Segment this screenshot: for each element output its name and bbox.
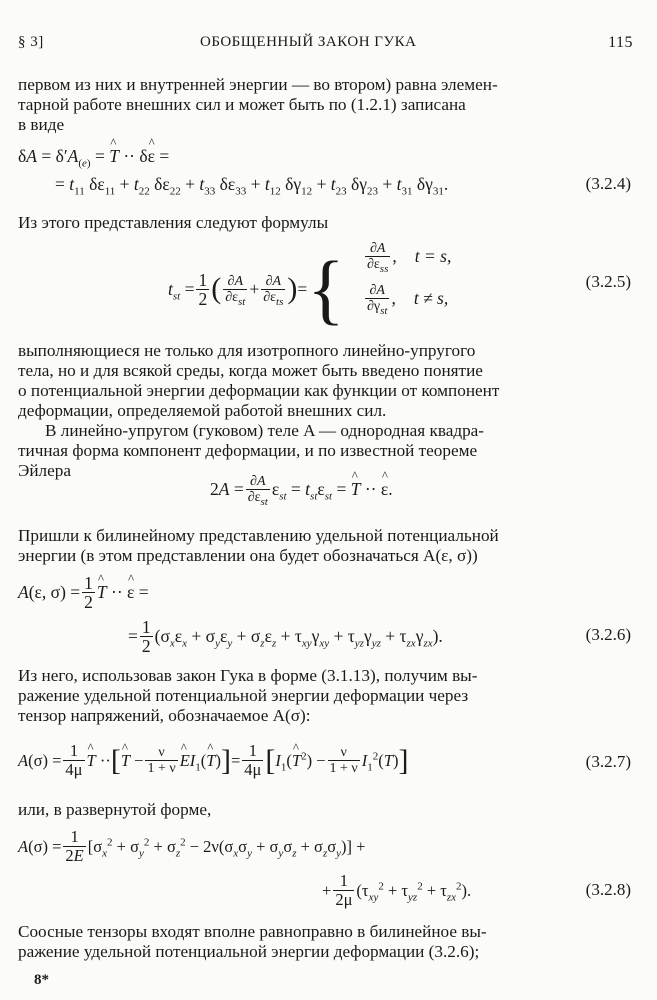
equation-3-2-5: $t_{st}$ = $\frac{1}{2}$ ( $\frac{\partial A}{\partial\varepsilon_{st}}$ + $\frac{\partial A}{\partial\varepsilon_{ts}}$ ) = { <box>168 245 345 332</box>
text-line: о потенциальной энергии деформации как функции от компонент <box>18 381 500 400</box>
section-marker: § 3] <box>18 34 44 50</box>
text-line: тензор напряжений, обозначаемое A(σ): <box>18 706 311 725</box>
case-condition: t = s, <box>414 246 452 266</box>
equation-3-2-7: A(σ) = $\frac{1}{4\mu}$ ^ T ·· [ ^ T − $\frac{\nu}{1 + \nu}$ ^ $EI_1(\^{}$ T) ] = $\frac{1}{4\mu}$ [ $I_1(\^{}$ $T^2$) − $\frac{\nu}{1 + \nu}$ $I_1^2(T)$ ] <box>18 742 408 779</box>
text-line: Из него, использовав закон Гука в форме (3.1.13), получим вы- <box>18 666 478 685</box>
equation-3-2-4-line1: $\delta A = \delta'A_{(e)}$ = ^ T ·· δ^ ε = <box>18 146 169 167</box>
equation-number: (3.2.6) <box>585 625 631 644</box>
text-line: Из этого представления следуют формулы <box>18 213 329 232</box>
text-line: тарной работе внешних сил и может быть по (1.2.1) записана <box>18 95 466 114</box>
page-number: 115 <box>608 34 633 51</box>
equation-3-2-4-line2: = $t_{11}$ $\delta\varepsilon_{11} + t_{22}$ $\delta\varepsilon_{22} + t_{33}$ $\delta\varepsilon_{33} + t_{12}$ $\delta\gamma_{12} + t_{23}$ $\delta\gamma_{23} + t_{31}$ $\delta\gamma_{31}$. <box>55 174 449 198</box>
equation-3-2-8-line2: + $\frac{1}{2\mu}$ $(\tau_{xy}^2 + \tau_{yz}^2 + \tau_{zx}^2)$. <box>322 871 472 909</box>
case-condition: t ≠ s, <box>413 288 449 308</box>
text-line: Эйлера <box>18 461 71 480</box>
text-line: ражение удельной потенциальной энергии деформации через <box>18 686 469 705</box>
equation-number: (3.2.4) <box>585 174 631 193</box>
text-line: в виде <box>18 115 65 134</box>
equation-3-2-6-line2: = $\frac{1}{2}$ $(\sigma_x\varepsilon_x + \sigma_y\varepsilon_y + \sigma_z\varepsilon_z + \tau_{xy}\gamma_{xy} + \tau_{yz}\gamma_{yz} + \tau_{zx}\gamma_{zx})$. <box>128 617 443 656</box>
text-line: В линейно-упругом (гуковом) теле A — однородная квадра- <box>45 421 485 440</box>
text-line: деформации, определяемой работой внешних сил. <box>18 401 387 420</box>
text-line: или, в развернутой форме, <box>18 800 212 819</box>
equation-number: (3.2.7) <box>585 752 631 771</box>
equation-euler: 2A = $\frac{\partial A}{\partial\varepsilon_{st}}$ $\varepsilon_{st} = t_{st}\varepsilon_{st}$ = ^ T ·· ^ ε. <box>210 474 393 505</box>
text-line: выполняющиеся не только для изотропного линейно-упругого <box>18 341 476 360</box>
text-line: первом из них и внутренней энергии — во втором) равна элемен- <box>18 75 498 94</box>
text-line: ражение удельной потенциальной энергии деформации (3.2.6); <box>18 942 480 961</box>
running-title: ОБОБЩЕННЫЙ ЗАКОН ГУКА <box>200 34 417 50</box>
equation-3-2-5-case1: $\frac{\partial A}{\partial\varepsilon_{ss}}$ , t = s, <box>367 241 452 275</box>
equation-3-2-5-case2: $\frac{\partial A}{\partial\gamma_{st}}$ , t ≠ s, <box>367 283 449 317</box>
equation-3-2-6-line1: A(ε, σ) = $\frac{1}{2}$ ^ T ·· ^ ε = <box>18 574 149 611</box>
text-line: Соосные тензоры входят вполне равноправно в билинейное вы- <box>18 922 487 941</box>
text-line: Пришли к билинейному представлению удельной потенциальной <box>18 526 499 545</box>
equation-number: (3.2.5) <box>585 272 631 291</box>
equation-3-2-8-line1: A(σ) = $\frac{1}{2E}$ $[\sigma_x^2 + \sigma_y^2 + \sigma_z^2 - 2\nu(\sigma_x\sigma_y + \sigma_y\sigma_z + \sigma_z\sigma_y)]$ + <box>18 827 366 865</box>
equation-number: (3.2.8) <box>585 880 631 899</box>
text-line: тела, но и для всякой среды, когда может быть введено понятие <box>18 361 483 380</box>
text-line: тичная форма компонент деформации, и по известной теореме <box>18 441 478 460</box>
text-line: энергии (в этом представлении она будет обозначаться A(ε, σ)) <box>18 546 478 565</box>
signature-mark: 8* <box>34 972 49 988</box>
